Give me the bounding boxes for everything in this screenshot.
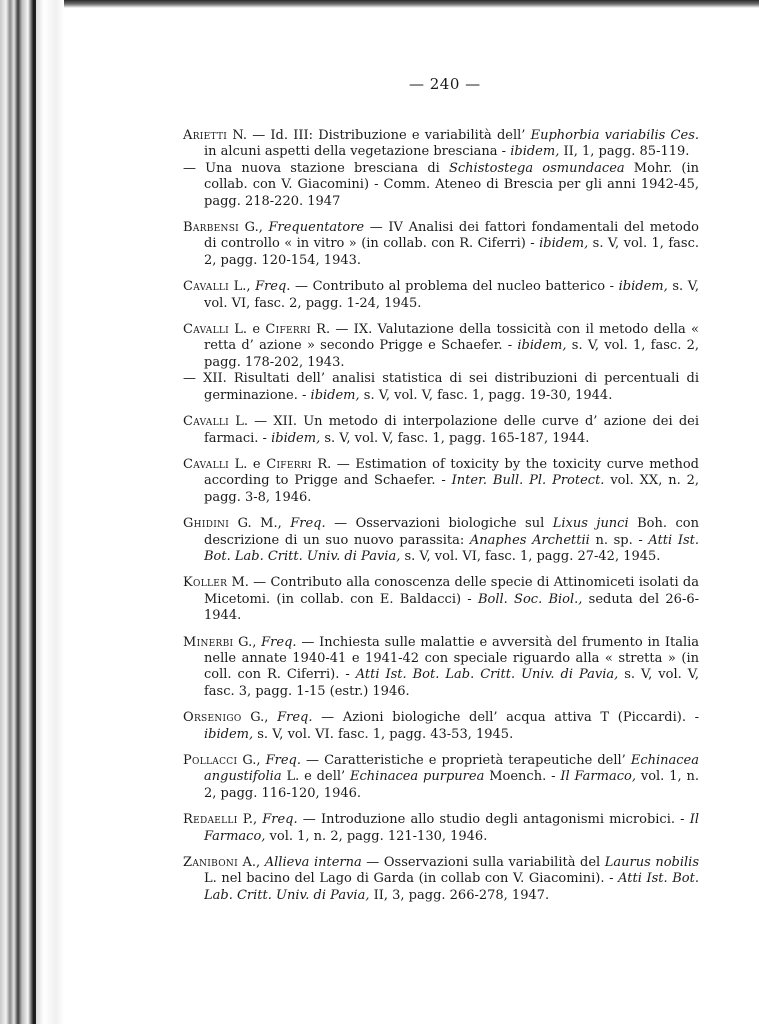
scan-top-edge [0, 0, 759, 8]
journal-ref: ibidem, [618, 279, 668, 295]
entry-text: L. nel bacino del Lago di Garda (in collab con V. Giacomini). - [204, 871, 619, 887]
entry-text: L. e dell’ [281, 769, 351, 785]
entry-text: vol. XX, n. 2, pagg. 3-8, 1946. [204, 473, 700, 505]
entry-text: II, 3, pagg. 266-278, 1947. [369, 887, 550, 903]
journal-ref: Inter. Bull. Pl. Protect. [451, 473, 605, 489]
entry-text: G., [237, 753, 266, 768]
bib-entry-cavalli-ciferri-1 [183, 322, 699, 371]
journal-ref: ibidem, [517, 338, 567, 354]
entry-text: G., [239, 220, 269, 236]
author-name: Barbensi [183, 220, 240, 236]
author-role: Freq. [265, 753, 301, 768]
entry-text: s. V, vol. V, fasc. 3, pagg. 1-15 (estr.) 1946. [204, 667, 699, 699]
journal-ref: ibidem, [204, 726, 254, 742]
entry-text: — Azioni biologiche dell’ acqua attiva T (Piccardi). - [312, 710, 700, 726]
author-name: Zaniboni [183, 855, 238, 871]
entry-text: Boh. con descrizione di un suo nuovo parassita: [204, 516, 699, 548]
bib-entry-cavalli-1 [183, 279, 699, 312]
species-name: Schistostega osmundacea [449, 160, 625, 176]
entry-text: L. e [229, 456, 267, 472]
author-name: Redaelli [183, 812, 238, 828]
entry-text: — Osservazioni sulla variabilità del [361, 855, 605, 871]
journal-ref: Boll. Soc. Biol., [477, 591, 583, 607]
bibliography-list [183, 128, 699, 914]
journal-ref: Il Farmaco, [204, 812, 699, 844]
author-role: Frequentatore [268, 220, 365, 236]
entry-text: vol. 1, n. 2, pagg. 121-130, 1946. [265, 828, 488, 844]
species-name: Euphorbia variabilis Ces. [530, 128, 699, 143]
entry-text: G. M., [229, 516, 291, 532]
journal-ref: Atti Ist. Bot. Lab. Critt. Univ. di Pavia, [204, 871, 699, 903]
entry-text: s. V, vol. VI, fasc. 1, pagg. 27-42, 1945. [400, 548, 661, 564]
author-name: Cavalli [183, 456, 229, 472]
author-name: Arietti [183, 128, 228, 143]
journal-ref: ibidem, [271, 430, 321, 446]
entry-text: in alcuni aspetti della vegetazione bresciana - [204, 144, 511, 160]
entry-text: — XII. Risultati dell’ analisi statistica di sei distribuzioni di percentuali di germinazione. - [183, 371, 699, 403]
entry-text: G., [241, 710, 278, 726]
author-role: Freq. [255, 279, 291, 295]
author-role: Freq. [290, 516, 326, 532]
journal-ref: Atti Ist. Bot. Lab. Critt. Univ. di Pavia, [204, 532, 699, 564]
entry-text: — Contributo al problema del nucleo batterico - [290, 279, 619, 295]
journal-ref: ibidem, [510, 144, 560, 160]
bib-entry-pollacci [183, 753, 699, 802]
entry-text: s. V, vol. 1, fasc. 2, pagg. 120-154, 1943. [204, 236, 699, 268]
entry-text: Mohr. (in collab. con V. Giacomini) - Comm. Ateneo di Brescia per gli anni 1942-45, pagg. 218-220. 1947 [204, 160, 700, 209]
entry-text: A., [237, 855, 265, 871]
entry-text: — IV Analisi dei fattori fondamentali del metodo di controllo « in vitro » (in collab. con R. Ciferri) - [204, 220, 700, 252]
journal-ref: Il Farmaco, [560, 769, 636, 785]
author-role: Freq. [262, 812, 298, 828]
entry-text: II, 1, pagg. 85-119. [559, 144, 690, 160]
bib-entry-cavalli-ciferri-3 [183, 457, 699, 506]
entry-text: L., [229, 279, 256, 295]
book-binding-edge [0, 0, 64, 1024]
page-number: — 240 — [409, 75, 481, 93]
entry-text: s. V, vol. VI. fasc. 1, pagg. 43-53, 1945. [253, 726, 514, 742]
bib-entry-redaelli [183, 812, 699, 845]
bib-entry-orsenigo [183, 710, 699, 743]
bib-entry-cavalli-2 [183, 414, 699, 447]
entry-text: R. — Estimation of toxicity by the toxicity curve method according to Prigge and Schaefer. - [204, 456, 699, 489]
author-name: Orsenigo [183, 710, 242, 726]
entry-text: s. V, vol. VI, fasc. 2, pagg. 1-24, 1945. [204, 279, 699, 311]
author-name: Ghidini [183, 516, 230, 532]
author-name: Koller [183, 575, 228, 591]
bib-entry-barbensi [183, 220, 699, 269]
bib-entry-koller [183, 575, 699, 624]
entry-text: L. e [229, 322, 266, 338]
author-name: Cavalli [183, 279, 229, 295]
bib-entry-cavalli-ciferri-2 [183, 371, 699, 404]
author-role: Freq. [277, 710, 313, 726]
species-name: Laurus nobilis [604, 855, 699, 871]
entry-text: Moench. - [484, 769, 561, 785]
author-name: Cavalli [183, 414, 229, 430]
species-name: Lixus junci [552, 516, 629, 532]
entry-text: — Introduzione allo studio degli antagonismi microbici. - [297, 812, 690, 828]
entry-text: n. sp. - [589, 532, 649, 548]
author-role: Freq. [261, 634, 297, 650]
journal-ref: ibidem, [539, 236, 589, 252]
entry-text: P., [237, 812, 263, 828]
entry-text: s. V, vol. V, fasc. 1, pagg. 19-30, 1944. [359, 387, 613, 403]
entry-text: G., [233, 634, 262, 650]
bib-entry-arietti-2 [183, 161, 699, 210]
bib-entry-ghidini [183, 516, 699, 565]
author-role: Allieva interna [264, 855, 362, 871]
bib-entry-arietti-1 [183, 128, 699, 161]
entry-text: M. — Contributo alla conoscenza delle specie di Attinomiceti isolati da Micetomi. (in collab. con E. Baldacci) - [204, 575, 699, 607]
entry-text: R. — IX. Valutazione della tossicità con il metodo della « retta d’ azione » secondo Prigge e Schaefer. - [204, 322, 699, 354]
entry-text: N. — Id. III: Distribuzione e variabilità dell’ [227, 128, 531, 143]
entry-text: vol. 1, n. 2, pagg. 116-120, 1946. [204, 769, 699, 801]
entry-text: — Una nuova stazione bresciana di [183, 160, 449, 176]
entry-text: — Inchiesta sulle malattie e avversità del frumento in Italia nelle annate 1940-41 e 1941-42 con speciale riguardo alla « stretta » (in coll. con R. Ciferri). - [204, 634, 700, 683]
bib-entry-zaniboni [183, 855, 699, 904]
binding-shadow-line [33, 0, 36, 1024]
author-name: Cavalli [183, 322, 229, 338]
author-name: Ciferri [266, 456, 312, 472]
species-name: Echinacea angustifolia [204, 753, 699, 785]
author-name: Pollacci [183, 753, 238, 768]
journal-ref: Atti Ist. Bot. Lab. Critt. Univ. di Pavia, [355, 667, 619, 683]
entry-text: s. V, vol. 1, fasc. 2, pagg. 178-202, 1943. [204, 338, 699, 370]
bib-entry-minerbi [183, 635, 699, 701]
entry-text: s. V, vol. V, fasc. 1, pagg. 165-187, 1944. [320, 430, 590, 446]
species-name: Echinacea purpurea [350, 769, 485, 785]
entry-text: — Osservazioni biologiche sul [325, 516, 553, 532]
author-name: Minerbi [183, 634, 234, 650]
entry-text: L. — XII. Un metodo di interpolazione delle curve d’ azione dei dei farmaci. - [204, 414, 699, 446]
entry-text: seduta del 26-6-1944. [204, 591, 699, 624]
author-name: Ciferri [265, 322, 311, 338]
entry-text: — Caratteristiche e proprietà terapeutiche dell’ [301, 753, 631, 768]
journal-ref: ibidem, [310, 387, 360, 403]
species-name: Anaphes Archettii [469, 532, 590, 548]
